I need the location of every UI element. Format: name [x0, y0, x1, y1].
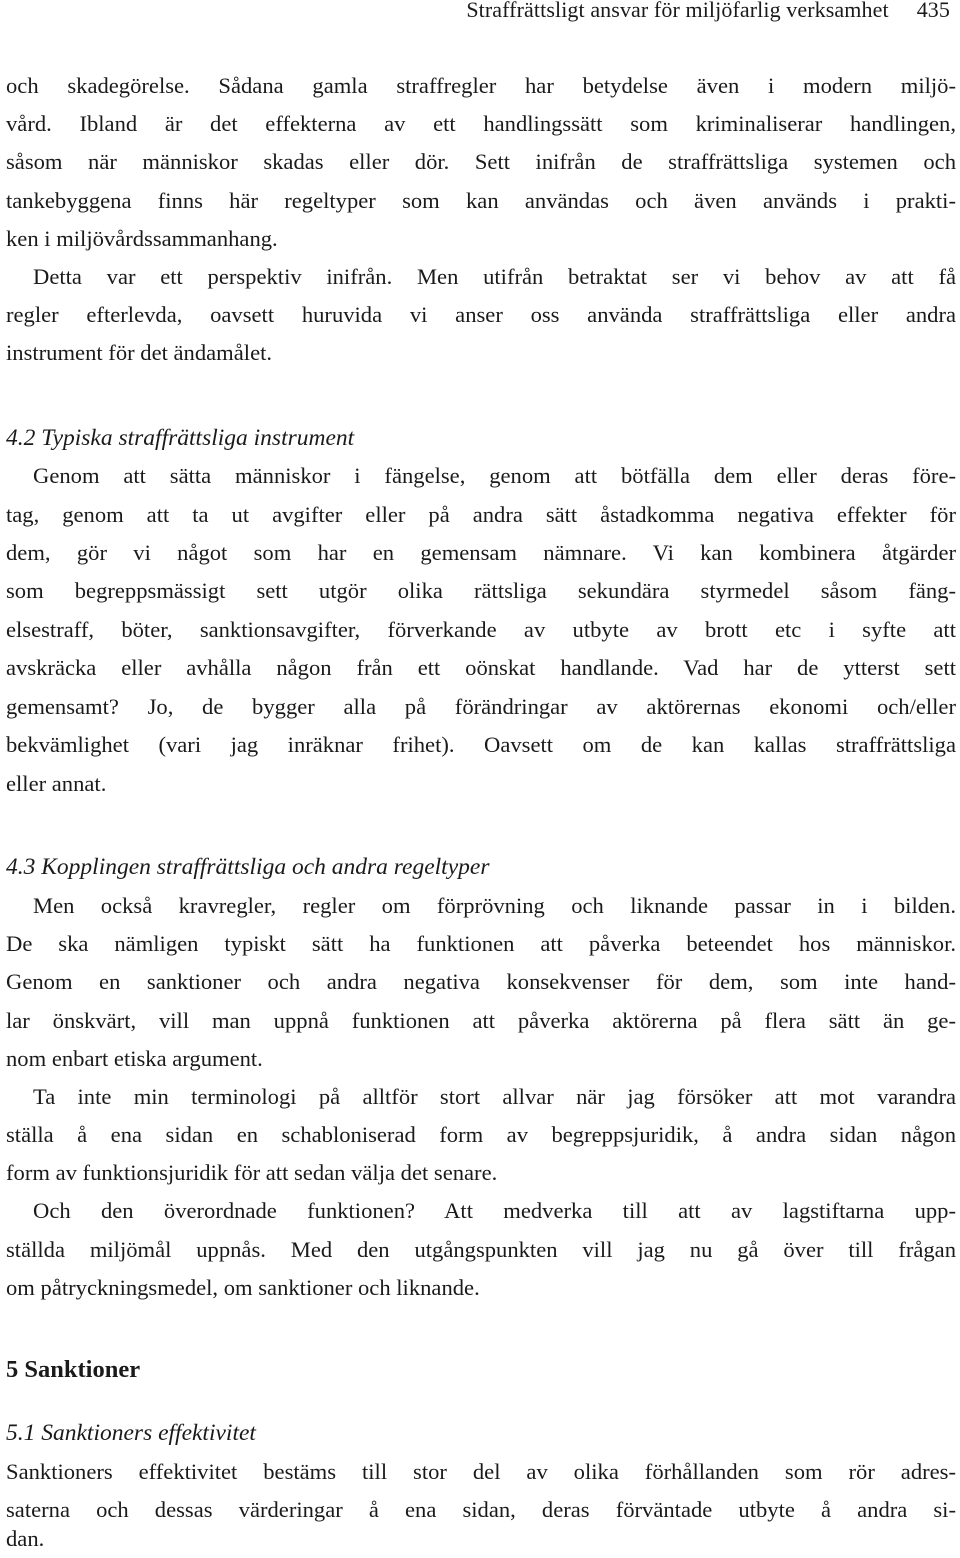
text-line: nom enbart etiska argument. [6, 1046, 263, 1071]
text-line: lar önskvärt, vill man uppnå funktionen att påverka aktörerna på flera sätt än ge- [6, 1008, 956, 1033]
text-line: vård. Ibland är det effekterna av ett handlingssätt som kriminaliserar handlingen, [6, 111, 956, 136]
text-line: tankebyggena finns här regeltyper som kan användas och även används i prakti- [6, 188, 956, 213]
text-line: elsestraff, böter, sanktionsavgifter, förverkande av utbyte av brott etc i syfte att [6, 617, 956, 642]
text-line: eller annat. [6, 771, 107, 796]
text-line: dan. [6, 1526, 45, 1551]
running-title: Straffrättsligt ansvar för miljöfarlig verksamhet [466, 0, 889, 22]
text-line: som begreppsmässigt sett utgör olika rättsliga sekundära styrmedel såsom fäng- [6, 578, 956, 603]
text-line: avskräcka eller avhålla någon från ett oönskat handlande. Vad har de ytterst sett [6, 655, 956, 680]
page-number: 435 [916, 0, 950, 22]
text-line: ken i miljövårdssammanhang. [6, 226, 278, 251]
text-line: Ta inte min terminologi på alltför stort allvar när jag försöker att mot varandra [33, 1084, 956, 1109]
text-line: Men också kravregler, regler om förprövning och liknande passar in i bilden. [33, 893, 956, 918]
text-line: Genom att sätta människor i fängelse, genom att bötfälla dem eller deras före- [33, 463, 956, 488]
text-line: Och den överordnade funktionen? Att medverka till att av lagstiftarna upp- [33, 1198, 956, 1223]
text-line: instrument för det ändamålet. [6, 340, 273, 365]
text-line: och skadegörelse. Sådana gamla straffregler har betydelse även i modern miljö- [6, 73, 956, 98]
text-line: ställda miljömål uppnås. Med den utgångspunkten vill jag nu gå över till frågan [6, 1237, 956, 1262]
section-heading-4-2: 4.2 Typiska straffrättsliga instrument [6, 425, 355, 451]
text-line: bekvämlighet (vari jag inräknar frihet). Oavsett om de kan kallas straffrättsliga [6, 732, 956, 757]
text-line: tag, genom att ta ut avgifter eller på andra sätt åstadkomma negativa effekter för [6, 502, 956, 527]
text-line: Detta var ett perspektiv inifrån. Men utifrån betraktat ser vi behov av att få [33, 264, 956, 289]
text-line: saterna och dessas värderingar å ena sidan, deras förväntade utbyte å andra si- [6, 1497, 956, 1522]
text-line: Sanktioners effektivitet bestäms till stor del av olika förhållanden som rör adres- [6, 1459, 956, 1484]
text-line: ställa å ena sidan en schabloniserad form av begreppsjuridik, å andra sidan någon [6, 1122, 956, 1147]
text-line: Genom en sanktioner och andra negativa konsekvenser för dem, som inte hand- [6, 969, 956, 994]
text-line: gemensamt? Jo, de bygger alla på förändringar av aktörernas ekonomi och/eller [6, 694, 956, 719]
section-heading-5-1: 5.1 Sanktioners effektivitet [6, 1420, 256, 1446]
section-heading-5: 5 Sanktioner [6, 1356, 141, 1383]
text-line: form av funktionsjuridik för att sedan välja det senare. [6, 1160, 498, 1185]
text-line: regler efterlevda, oavsett huruvida vi anser oss använda straffrättsliga eller andra [6, 302, 956, 327]
text-line: dem, gör vi något som har en gemensam nämnare. Vi kan kombinera åtgärder [6, 540, 956, 565]
text-line: De ska nämligen typiskt sätt ha funktionen att påverka beteendet hos människor. [6, 931, 956, 956]
text-line: såsom när människor skadas eller dör. Sett inifrån de straffrättsliga systemen och [6, 149, 956, 174]
text-line: om påtryckningsmedel, om sanktioner och liknande. [6, 1275, 480, 1300]
running-header [466, 0, 950, 23]
section-heading-4-3: 4.3 Kopplingen straffrättsliga och andra regeltyper [6, 854, 490, 880]
